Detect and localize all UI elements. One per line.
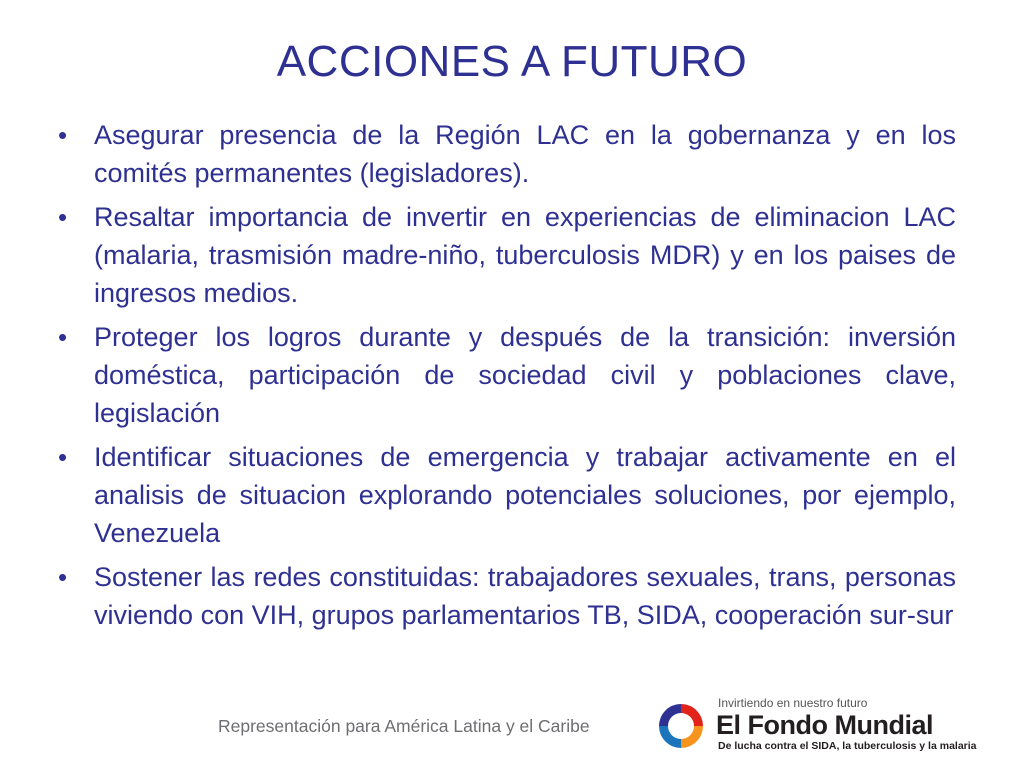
global-fund-swirl-icon [653, 698, 709, 754]
bullet-text: Proteger los logros durante y después de la transición: inversión doméstica, participación de sociedad civil y poblaciones clave, legislación [94, 322, 956, 428]
bullet-text: Asegurar presencia de la Región LAC en la gobernanza y en los comités permanentes (legisladores). [94, 120, 956, 188]
bullet-list [58, 116, 956, 640]
bullet-text: Resaltar importancia de invertir en experiencias de eliminacion LAC (malaria, trasmisión madre-niño, tuberculosis MDR) y en los paises de ingresos medios. [94, 202, 956, 308]
bullet-item [58, 558, 956, 634]
bullet-marker: • [58, 562, 68, 592]
logo-subtitle: De lucha contra el SIDA, la tuberculosis y la malaria [718, 740, 977, 752]
bullet-marker: • [58, 442, 68, 472]
footer-caption: Representación para América Latina y el Caribe [218, 716, 590, 736]
bullet-marker: • [58, 322, 68, 352]
slide-footer [0, 690, 1024, 768]
bullet-text: Sostener las redes constituidas: trabajadores sexuales, trans, personas viviendo con VIH, grupos parlamentarios TB, SIDA, cooperación sur-sur [94, 562, 956, 630]
bullet-marker: • [58, 120, 68, 150]
slide-title: ACCIONES A FUTURO [276, 37, 748, 86]
bullet-text: Identificar situaciones de emergencia y trabajar activamente en el analisis de situacion explorando potenciales soluciones, por ejemplo, Venezuela [94, 442, 956, 548]
bullet-marker: • [58, 202, 68, 232]
logo-tagline: Invirtiendo en nuestro futuro [718, 696, 868, 710]
bullet-item [58, 318, 956, 432]
logo-name: El Fondo Mundial [716, 710, 933, 740]
bullet-item [58, 438, 956, 552]
bullet-item [58, 198, 956, 312]
bullet-item [58, 116, 956, 192]
